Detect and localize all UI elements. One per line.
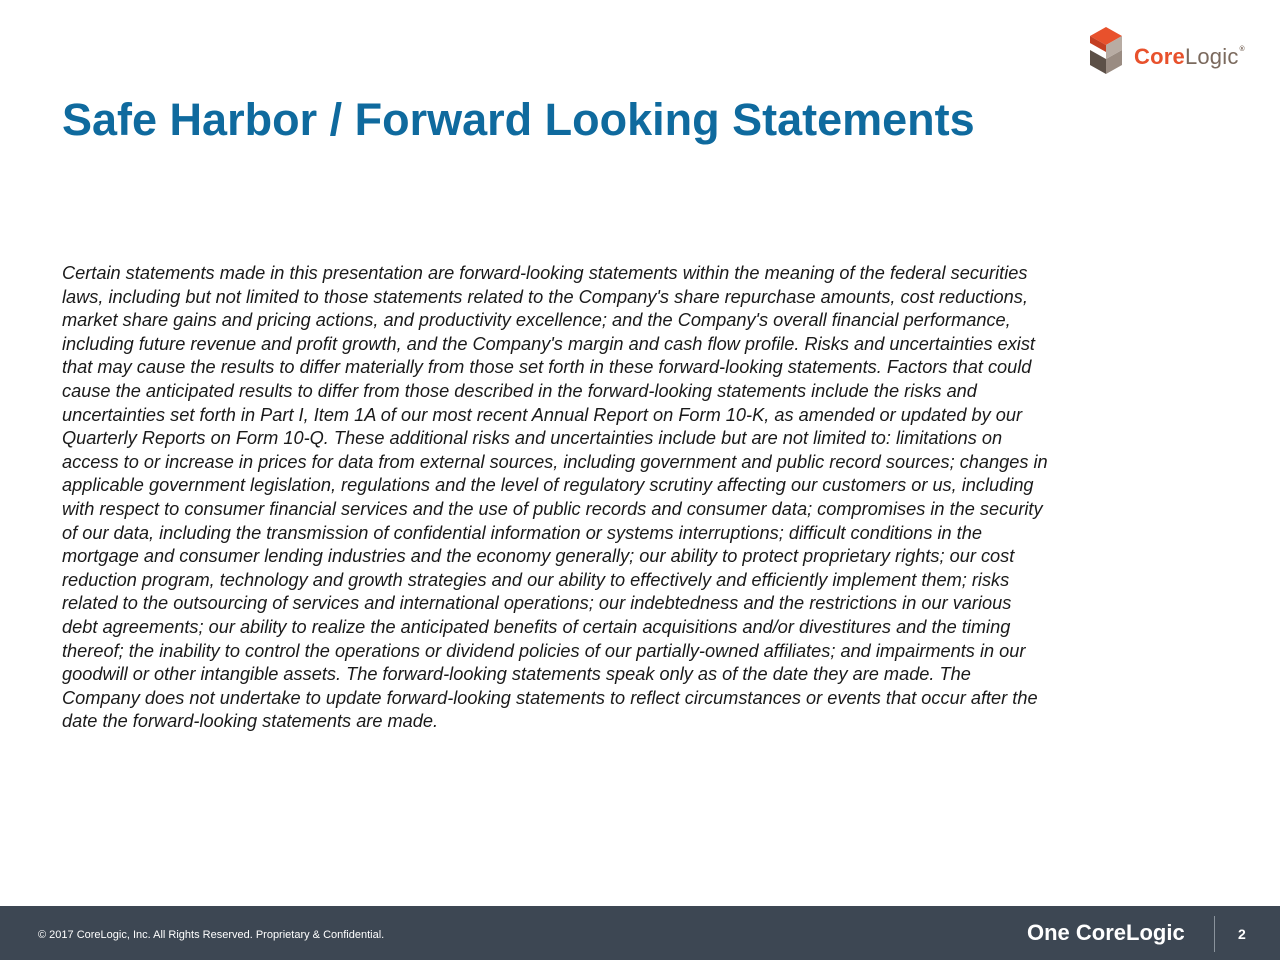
statement-line: access to or increase in prices for data from external sources, including government and public record sources; changes in [62, 451, 1048, 472]
statement-line: Company does not undertake to update forward-looking statements to reflect circumstances or events that occur after the [62, 687, 1038, 708]
statement-line: Quarterly Reports on Form 10-Q. These additional risks and uncertainties include but are not limited to: limitations on [62, 428, 1003, 449]
registered-mark: ® [1239, 46, 1245, 53]
statement-line: Certain statements made in this presentation are forward-looking statements within the meaning of the federal securities [62, 263, 1028, 283]
corelogic-logo [1086, 24, 1256, 76]
statement-line: including future revenue and profit growth, and the Company's margin and cash flow profile. Risks and uncertainties exist [62, 333, 1035, 354]
slide-title: Safe Harbor / Forward Looking Statements [62, 94, 975, 145]
footer-brand: One CoreLogic [1027, 920, 1185, 945]
statement-line: date the forward-looking statements are made. [62, 711, 439, 732]
statement-line: reduction program, technology and growth strategies and our ability to effectively and efficiently implement them; risks [62, 569, 1010, 590]
copyright-notice: © 2017 CoreLogic, Inc. All Rights Reserved. Proprietary & Confidential. [38, 929, 385, 941]
statement-line: mortgage and consumer lending industries and the economy generally; our ability to protect proprietary rights; our cost [62, 546, 1015, 567]
statement-line: laws, including but not limited to those statements related to the Company's share repurchase amounts, cost reductions, [62, 286, 1028, 307]
statement-line: cause the anticipated results to differ from those described in the forward-looking statements include the risks and [62, 380, 977, 401]
corelogic-cube-icon [1086, 24, 1132, 76]
statement-line: that may cause the results to differ materially from those set forth in these forward-looking statements. Factors that could [62, 357, 1032, 378]
statement-line: related to the outsourcing of services and international operations; our indebtedness and the restrictions in our various [62, 593, 1012, 614]
page-number: 2 [1238, 926, 1246, 942]
safe-harbor-statement [62, 262, 1222, 734]
statement-line: thereof; the inability to control the operations or dividend policies of our partially-owned affiliates; and impairments in our [62, 640, 1026, 661]
statement-line: goodwill or other intangible assets. The forward-looking statements speak only as of the date they are made. The [62, 664, 971, 685]
footer-divider [1214, 916, 1215, 952]
logo-wordmark [1134, 44, 1244, 70]
statement-line: market share gains and pricing actions, and productivity excellence; and the Company's overall financial performance, [62, 310, 1011, 331]
statement-line: with respect to consumer financial services and the use of public records and consumer data; compromises in the security [62, 498, 1043, 519]
statement-line: of our data, including the transmission of confidential information or systems interruptions; difficult conditions in the [62, 522, 982, 543]
slide-footer [0, 906, 1280, 960]
logo-wordmark-logic: Logic [1184, 44, 1239, 69]
logo-wordmark-core: Core [1134, 44, 1185, 69]
statement-line: debt agreements; our ability to realize the anticipated benefits of certain acquisitions and/or divestitures and the timing [62, 616, 1011, 637]
statement-line: uncertainties set forth in Part I, Item 1A of our most recent Annual Report on Form 10-K, as amended or updated by our [62, 404, 1023, 425]
statement-line: applicable government legislation, regulations and the level of regulatory scrutiny affecting our customers or us, including [62, 475, 1034, 496]
